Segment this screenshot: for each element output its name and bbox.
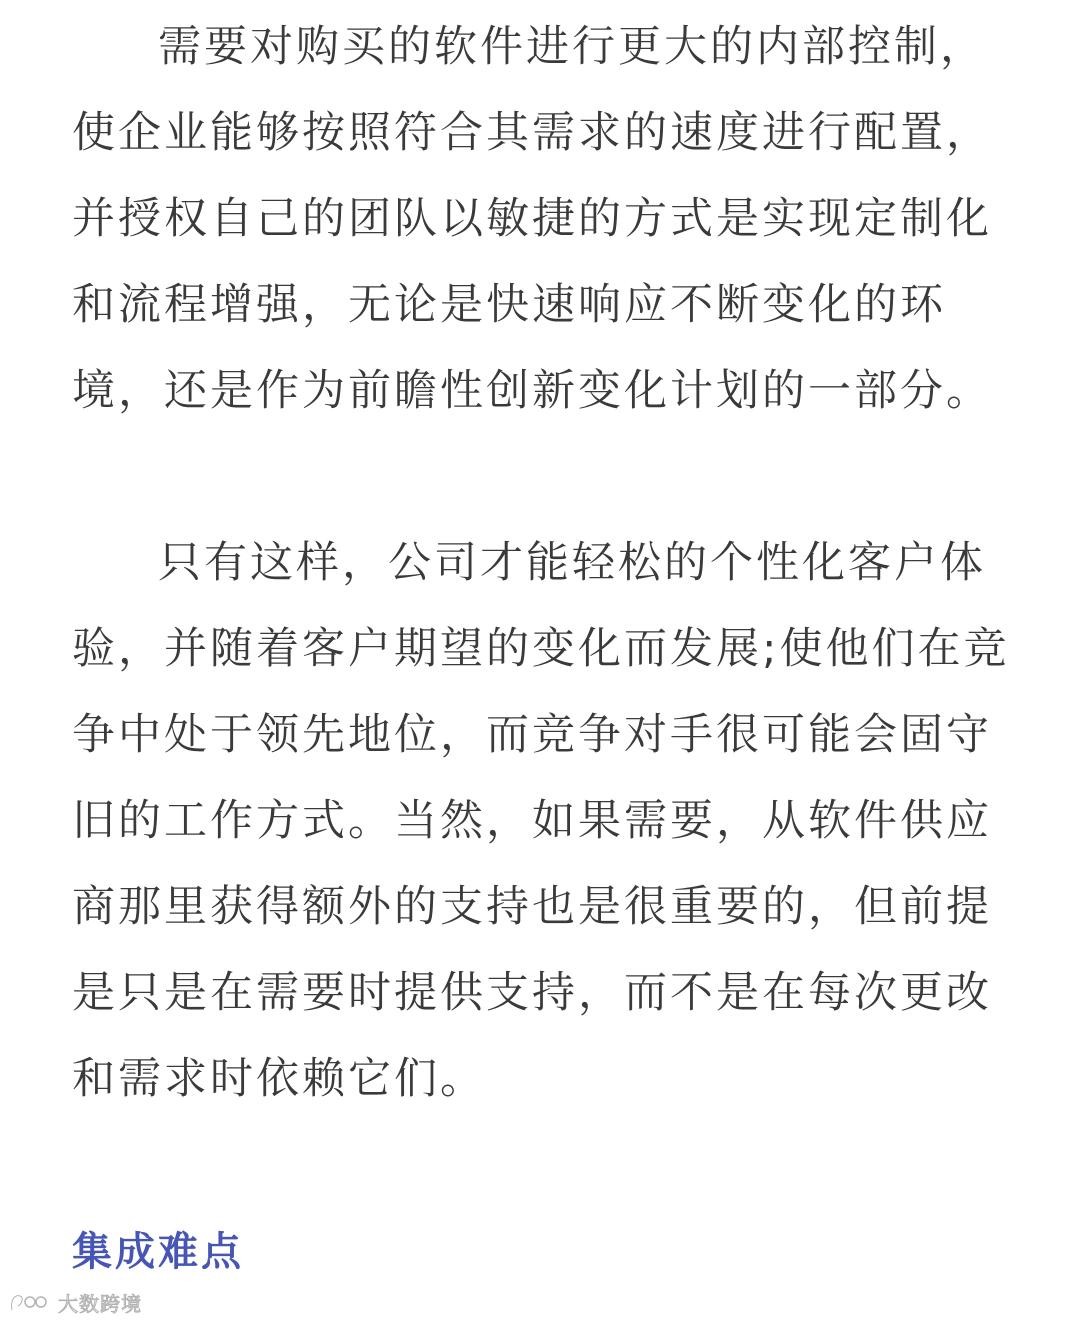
paragraph-line: 需要对购买的软件进行更大的内部控制， [158,22,986,72]
paragraph-line: 并授权自己的团队以敏捷的方式是实现定制化 [72,194,992,244]
section-heading: 集成难点 [72,1229,244,1275]
watermark-text: 大数跨境 [58,1292,142,1316]
watermark [8,1288,142,1317]
paragraph-line: 和流程增强，无论是快速响应不断变化的环 [72,280,946,330]
brand-logo-icon [8,1290,54,1316]
paragraph-line: 和需求时依赖它们。 [72,1054,486,1104]
paragraph-line: 争中处于领先地位，而竞争对手很可能会固守 [72,710,992,760]
article-body [72,0,1012,1122]
paragraph-line: 是只是在需要时提供支持，而不是在每次更改 [72,968,992,1018]
paragraph-line: 旧的工作方式。当然，如果需要，从软件供应 [72,796,992,846]
paragraph-line: 商那里获得额外的支持也是很重要的，但前提 [72,882,992,932]
paragraph-2 [72,520,1012,1122]
paragraph-1 [72,4,1012,434]
paragraph-line: 验，并随着客户期望的变化而发展;使他们在竞 [72,624,1010,674]
paragraph-line: 使企业能够按照符合其需求的速度进行配置， [72,108,992,158]
paragraph-line: 境，还是作为前瞻性创新变化计划的一部分。 [72,366,992,416]
paragraph-line: 只有这样，公司才能轻松的个性化客户体 [158,538,986,588]
